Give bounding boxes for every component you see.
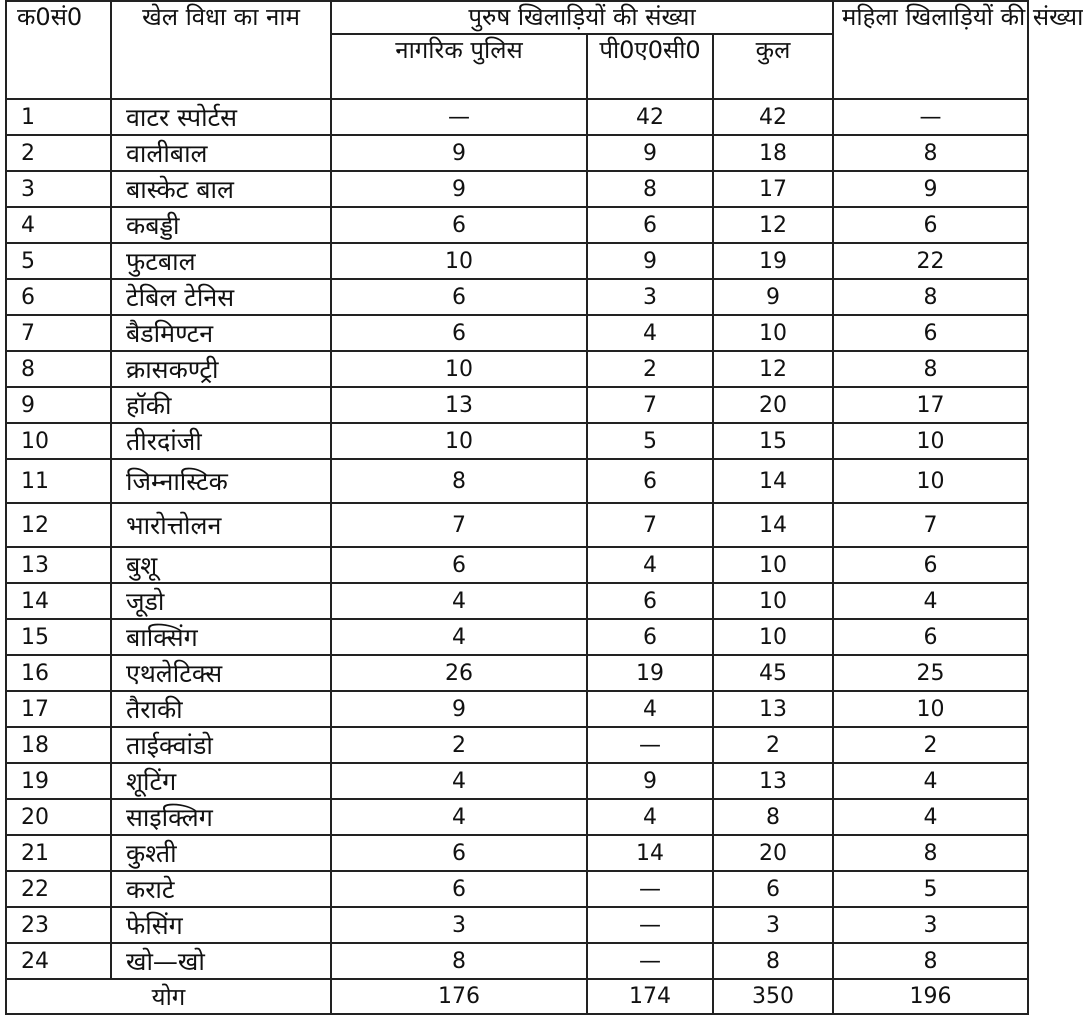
- cell-serial-number: 19: [6, 763, 111, 799]
- cell-female: 8: [833, 351, 1028, 387]
- cell-male-total: 6: [713, 871, 833, 907]
- cell-pac: 7: [587, 387, 713, 423]
- cell-pac: —: [587, 943, 713, 979]
- table-row: [6, 503, 1028, 547]
- cell-male-total: 18: [713, 135, 833, 171]
- cell-pac: 19: [587, 655, 713, 691]
- cell-pac: 42: [587, 99, 713, 135]
- cell-sport-name: टेबिल टेनिस: [111, 279, 331, 315]
- cell-civil-police: 2: [331, 727, 587, 763]
- header-pac: पी0ए0सी0: [587, 34, 713, 99]
- cell-male-total: 8: [713, 799, 833, 835]
- cell-serial-number: 21: [6, 835, 111, 871]
- cell-sport-name: बास्केट बाल: [111, 171, 331, 207]
- cell-pac: —: [587, 871, 713, 907]
- cell-serial-number: 2: [6, 135, 111, 171]
- cell-serial-number: 15: [6, 619, 111, 655]
- cell-civil-police: 10: [331, 351, 587, 387]
- cell-sport-name: क्रासकण्ट्री: [111, 351, 331, 387]
- cell-civil-police: 4: [331, 763, 587, 799]
- players-table: [5, 0, 1083, 1015]
- cell-female: 6: [833, 315, 1028, 351]
- cell-serial-number: 8: [6, 351, 111, 387]
- header-total: कुल: [713, 34, 833, 99]
- cell-female: 9: [833, 171, 1028, 207]
- cell-sport-name: हॉकी: [111, 387, 331, 423]
- cell-female: 10: [833, 459, 1028, 503]
- table-row: [6, 691, 1028, 727]
- cell-female: 10: [833, 423, 1028, 459]
- cell-serial-number: 16: [6, 655, 111, 691]
- header-male-players-group: पुरुष खिलाड़ियों की संख्या: [331, 1, 833, 34]
- cell-sport-name: फुटबाल: [111, 243, 331, 279]
- cell-female: 6: [833, 207, 1028, 243]
- cell-civil-police: 26: [331, 655, 587, 691]
- table-row: [6, 423, 1028, 459]
- cell-sport-name: शूटिंग: [111, 763, 331, 799]
- cell-serial-number: 1: [6, 99, 111, 135]
- cell-serial-number: 24: [6, 943, 111, 979]
- cell-sport-name: ताईक्वांडो: [111, 727, 331, 763]
- cell-civil-police: —: [331, 99, 587, 135]
- cell-serial-number: 3: [6, 171, 111, 207]
- table-row: [6, 243, 1028, 279]
- cell-pac: —: [587, 727, 713, 763]
- cell-sport-name: वाटर स्पोर्टस: [111, 99, 331, 135]
- cell-serial-number: 7: [6, 315, 111, 351]
- cell-female: 8: [833, 835, 1028, 871]
- cell-civil-police: 3: [331, 907, 587, 943]
- cell-serial-number: 23: [6, 907, 111, 943]
- table-row: [6, 459, 1028, 503]
- cell-female: 10: [833, 691, 1028, 727]
- cell-male-total: 3: [713, 907, 833, 943]
- table-row: [6, 655, 1028, 691]
- cell-serial-number: 13: [6, 547, 111, 583]
- cell-pac: 4: [587, 799, 713, 835]
- table-row: [6, 171, 1028, 207]
- cell-sport-name: जूडो: [111, 583, 331, 619]
- cell-male-total: 13: [713, 763, 833, 799]
- cell-sport-name: बाक्सिंग: [111, 619, 331, 655]
- cell-female: 3: [833, 907, 1028, 943]
- cell-female: 8: [833, 943, 1028, 979]
- cell-female: 8: [833, 279, 1028, 315]
- cell-male-total: 15: [713, 423, 833, 459]
- cell-serial-number: 18: [6, 727, 111, 763]
- cell-female: 6: [833, 547, 1028, 583]
- cell-civil-police: 6: [331, 315, 587, 351]
- totals-label: योग: [6, 979, 331, 1014]
- cell-civil-police: 10: [331, 423, 587, 459]
- cell-civil-police: 9: [331, 135, 587, 171]
- cell-serial-number: 12: [6, 503, 111, 547]
- header-serial-number: क0सं0: [6, 1, 111, 99]
- cell-pac: 7: [587, 503, 713, 547]
- cell-sport-name: जिम्नास्टिक: [111, 459, 331, 503]
- table-row: [6, 583, 1028, 619]
- table-row: [6, 871, 1028, 907]
- cell-civil-police: 8: [331, 459, 587, 503]
- cell-female: 8: [833, 135, 1028, 171]
- cell-sport-name: कबड्डी: [111, 207, 331, 243]
- cell-civil-police: 6: [331, 871, 587, 907]
- table-row: [6, 835, 1028, 871]
- totals-pac: 174: [587, 979, 713, 1014]
- cell-pac: 6: [587, 583, 713, 619]
- cell-sport-name: फेसिंग: [111, 907, 331, 943]
- cell-civil-police: 6: [331, 547, 587, 583]
- cell-female: 4: [833, 763, 1028, 799]
- cell-pac: 9: [587, 243, 713, 279]
- totals-civil-police: 176: [331, 979, 587, 1014]
- cell-female: 2: [833, 727, 1028, 763]
- cell-male-total: 8: [713, 943, 833, 979]
- table-row: [6, 135, 1028, 171]
- cell-serial-number: 4: [6, 207, 111, 243]
- table-row: [6, 943, 1028, 979]
- table-row: [6, 907, 1028, 943]
- cell-male-total: 12: [713, 351, 833, 387]
- cell-male-total: 2: [713, 727, 833, 763]
- cell-male-total: 14: [713, 503, 833, 547]
- cell-pac: 9: [587, 135, 713, 171]
- cell-sport-name: भारोत्तोलन: [111, 503, 331, 547]
- table-body: [6, 99, 1028, 979]
- cell-sport-name: बुशू: [111, 547, 331, 583]
- cell-pac: —: [587, 907, 713, 943]
- cell-civil-police: 10: [331, 243, 587, 279]
- table-row: [6, 99, 1028, 135]
- cell-male-total: 17: [713, 171, 833, 207]
- cell-pac: 2: [587, 351, 713, 387]
- header-female-players: महिला खिलाड़ियों की संख्या: [833, 1, 1028, 99]
- cell-female: 7: [833, 503, 1028, 547]
- cell-civil-police: 4: [331, 619, 587, 655]
- cell-sport-name: साइक्लिग: [111, 799, 331, 835]
- cell-female: 17: [833, 387, 1028, 423]
- cell-male-total: 13: [713, 691, 833, 727]
- cell-civil-police: 4: [331, 799, 587, 835]
- table-row: [6, 619, 1028, 655]
- table-row: [6, 387, 1028, 423]
- cell-pac: 14: [587, 835, 713, 871]
- cell-serial-number: 17: [6, 691, 111, 727]
- table-row: [6, 351, 1028, 387]
- table-row: [6, 315, 1028, 351]
- cell-female: 25: [833, 655, 1028, 691]
- header-civil-police: नागरिक पुलिस: [331, 34, 587, 99]
- cell-female: 4: [833, 799, 1028, 835]
- cell-civil-police: 13: [331, 387, 587, 423]
- cell-male-total: 20: [713, 387, 833, 423]
- cell-male-total: 45: [713, 655, 833, 691]
- cell-civil-police: 7: [331, 503, 587, 547]
- cell-male-total: 19: [713, 243, 833, 279]
- cell-pac: 4: [587, 315, 713, 351]
- cell-male-total: 10: [713, 547, 833, 583]
- cell-pac: 6: [587, 619, 713, 655]
- cell-sport-name: वालीबाल: [111, 135, 331, 171]
- cell-pac: 5: [587, 423, 713, 459]
- cell-pac: 8: [587, 171, 713, 207]
- cell-sport-name: एथलेटिक्स: [111, 655, 331, 691]
- cell-civil-police: 9: [331, 691, 587, 727]
- cell-pac: 6: [587, 207, 713, 243]
- cell-female: 6: [833, 619, 1028, 655]
- cell-female: 4: [833, 583, 1028, 619]
- cell-pac: 3: [587, 279, 713, 315]
- cell-male-total: 10: [713, 619, 833, 655]
- table-row: [6, 799, 1028, 835]
- cell-sport-name: कराटे: [111, 871, 331, 907]
- cell-male-total: 20: [713, 835, 833, 871]
- table-row: [6, 727, 1028, 763]
- cell-civil-police: 4: [331, 583, 587, 619]
- cell-sport-name: तैराकी: [111, 691, 331, 727]
- header-sport-name: खेल विधा का नाम: [111, 1, 331, 99]
- cell-serial-number: 20: [6, 799, 111, 835]
- table-footer: [6, 979, 1028, 1014]
- cell-female: 22: [833, 243, 1028, 279]
- cell-pac: 4: [587, 547, 713, 583]
- cell-civil-police: 6: [331, 207, 587, 243]
- cell-sport-name: तीरदांजी: [111, 423, 331, 459]
- cell-serial-number: 22: [6, 871, 111, 907]
- totals-male: 350: [713, 979, 833, 1014]
- cell-male-total: 14: [713, 459, 833, 503]
- table-row: [6, 279, 1028, 315]
- cell-sport-name: खो—खो: [111, 943, 331, 979]
- cell-pac: 6: [587, 459, 713, 503]
- cell-civil-police: 6: [331, 279, 587, 315]
- cell-female: —: [833, 99, 1028, 135]
- cell-civil-police: 6: [331, 835, 587, 871]
- cell-sport-name: कुश्ती: [111, 835, 331, 871]
- cell-serial-number: 10: [6, 423, 111, 459]
- table-row: [6, 207, 1028, 243]
- table-header: [6, 1, 1083, 99]
- cell-male-total: 42: [713, 99, 833, 135]
- table-row: [6, 763, 1028, 799]
- cell-female: 5: [833, 871, 1028, 907]
- totals-row: [6, 979, 1028, 1014]
- table-row: [6, 547, 1028, 583]
- cell-sport-name: बैडमिण्टन: [111, 315, 331, 351]
- cell-serial-number: 11: [6, 459, 111, 503]
- cell-serial-number: 9: [6, 387, 111, 423]
- cell-civil-police: 8: [331, 943, 587, 979]
- cell-pac: 4: [587, 691, 713, 727]
- cell-civil-police: 9: [331, 171, 587, 207]
- cell-male-total: 10: [713, 315, 833, 351]
- cell-serial-number: 14: [6, 583, 111, 619]
- cell-serial-number: 6: [6, 279, 111, 315]
- cell-male-total: 12: [713, 207, 833, 243]
- totals-female: 196: [833, 979, 1028, 1014]
- cell-pac: 9: [587, 763, 713, 799]
- cell-male-total: 9: [713, 279, 833, 315]
- cell-male-total: 10: [713, 583, 833, 619]
- cell-serial-number: 5: [6, 243, 111, 279]
